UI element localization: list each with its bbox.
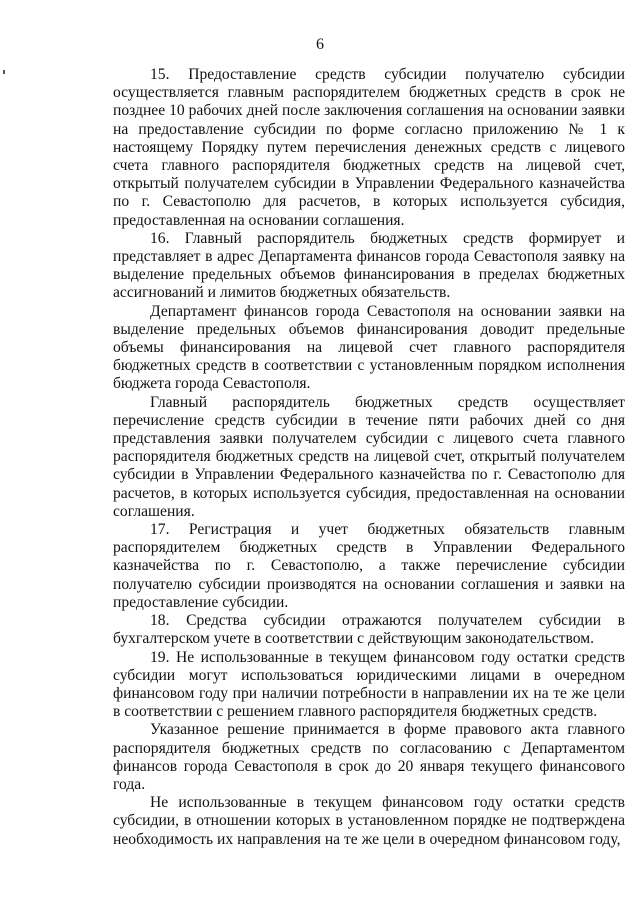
paragraph-15: 15. Предоставление средств субсидии получателю субсидии осуществляется главным распорядителем бюджетных средств в срок не позднее 10 рабочих дней после заключения соглашения на основании заявки на предоставление субсидии по форме согласно приложению № 1 к настоящему Порядку путем перечисления денежных средств с лицевого счета главного распорядителя бюджетных средств на лицевой счет, открытый получателем субсидии в Управлении Федерального казначейства по г. Севастополю для расчетов, в которых используется субсидия, предоставленная на основании соглашения. [113,66,625,229]
paragraph-19: 19. Не использованные в текущем финансовом году остатки средств субсидии могут использоваться юридическими лицами в очередном финансовом году при наличии потребности в направлении их на те же цели в соответствии с решением главного распорядителя бюджетных средств. [113,648,625,721]
paragraph-16-transfer: Главный распорядитель бюджетных средств осуществляет перечисление средств субсидии в течение пяти рабочих дней со дня представления заявки получателем субсидии с лицевого счета главного распорядителя бюджетных средств на лицевой счет, открытый получателем субсидии в Управлении Федерального казначейства по г. Севастополю для расчетов, в которых используется субсидия, предоставленная на основании соглашения. [113,393,625,520]
document-body [113,66,625,849]
page-number: 6 [316,36,324,53]
paragraph-19-decision: Указанное решение принимается в форме правового акта главного распорядителя бюджетных средств по согласованию с Департаментом финансов города Севастополя в срок до 20 января текущего финансового года. [113,721,625,793]
paragraph-19-unused-remainder: Не использованные в текущем финансовом году остатки средств субсидии, в отношении которых в установленном порядке не подтверждена необходимость их направления на те же цели в очередном финансовом году, [113,794,625,848]
paragraph-18: 18. Средства субсидии отражаются получателем субсидии в бухгалтерском учете в соответствии с действующим законодательством. [113,612,625,648]
paragraph-16-finance-department: Департамент финансов города Севастополя на основании заявки на выделение предельных объемов финансирования доводит предельные объемы финансирования на лицевой счет главного распорядителя бюджетных средств в соответствии с установленным порядком исполнения бюджета города Севастополя. [113,302,625,393]
paragraph-16: 16. Главный распорядитель бюджетных средств формирует и представляет в адрес Департамента финансов города Севастополя заявку на выделение предельных объемов финансирования в пределах бюджетных ассигнований и лимитов бюджетных обязательств. [113,229,625,302]
paragraph-17: 17. Регистрация и учет бюджетных обязательств главным распорядителем бюджетных средств в Управлении Федерального казначейства по г. Севастополю, а также перечисление субсидии получателю субсидии производятся на основании соглашения и заявки на предоставление субсидии. [113,521,625,611]
margin-scan-mark [3,70,5,74]
